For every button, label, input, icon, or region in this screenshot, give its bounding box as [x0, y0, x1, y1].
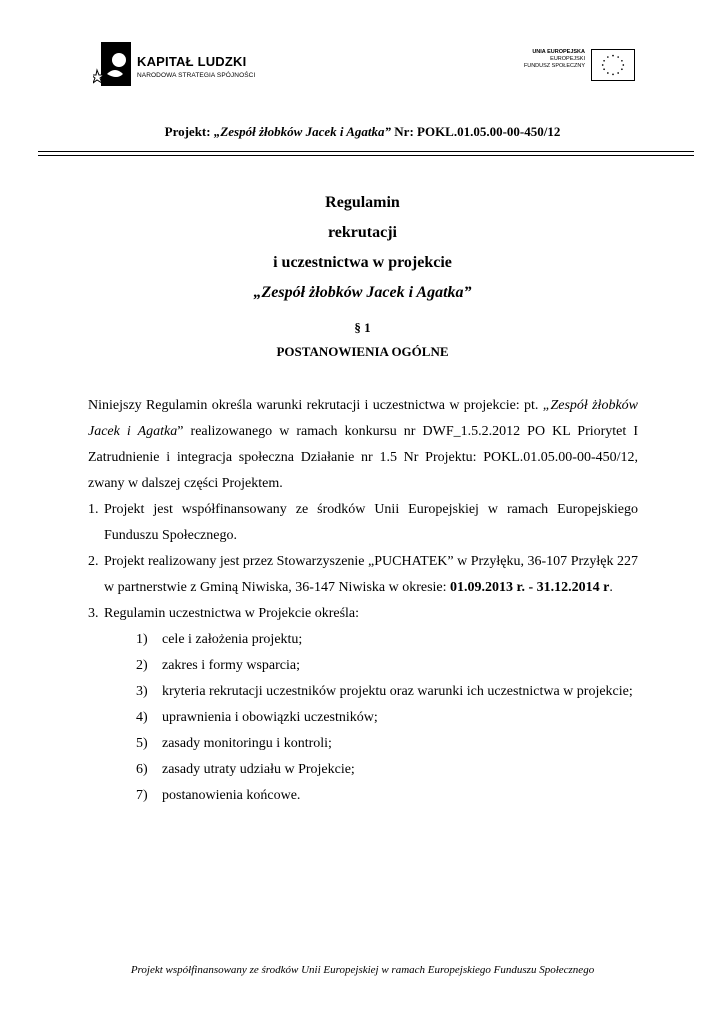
list-item-text: Projekt realizowany jest przez Stowarzyszenie „PUCHATEK” w Przyłęku, 36-107 Przyłęk 227 w partnerstwie z Gminą Niwiska, 36-147 Niwiska w okresie:	[104, 554, 638, 595]
title-line-3: i uczestnictwa w projekcie	[273, 254, 452, 271]
sub-item-number: 6)	[136, 762, 148, 777]
sub-item-text: kryteria rekrutacji uczestników projektu oraz warunki ich uczestnictwa w projekcie;	[162, 684, 633, 699]
kapital-ludzki-emblem-icon	[93, 40, 133, 90]
list-item	[88, 549, 638, 601]
intro-text-2: ” realizowanego w ramach konkursu nr DWF_1.5.2.2012 PO KL Priorytet I Zatrudnienie i integracja społeczna Działanie nr 1.5 Nr Projektu: POKL.01.05.00-00-450/12, zwany w dalszej części Projektem.	[88, 424, 639, 491]
title-line-2: rekrutacji	[327, 224, 397, 241]
section-sign: § 1	[354, 320, 371, 335]
project-period: 01.09.2013 r. - 31.12.2014 r	[450, 580, 610, 595]
header-rule-thin	[38, 155, 694, 156]
intro-paragraph	[88, 393, 638, 497]
project-line-name: „Zespół żłobków Jacek i Agatka”	[213, 124, 392, 139]
sub-item-number: 4)	[136, 710, 148, 725]
project-line-prefix: Projekt:	[164, 124, 214, 139]
sub-list-item	[104, 731, 638, 757]
sub-item-number: 7)	[136, 788, 148, 803]
eu-logo-line2: EUROPEJSKI	[550, 56, 585, 62]
section-heading: POSTANOWIENIA OGÓLNE	[276, 344, 449, 359]
sub-item-number: 5)	[136, 736, 148, 751]
list-item-end: .	[609, 580, 613, 595]
header-rule-thick	[38, 151, 694, 152]
sub-list-item	[104, 705, 638, 731]
kapital-ludzki-logo	[93, 40, 273, 92]
list-item-text: Projekt jest współfinansowany ze środków Unii Europejskiej w ramach Europejskiego Funduszu Społecznego.	[104, 502, 638, 543]
sub-item-number: 3)	[136, 684, 148, 699]
eu-flag-icon	[591, 49, 635, 81]
provisions-list	[88, 497, 638, 809]
intro-text-1: Niniejszy Regulamin określa warunki rekrutacji i uczestnictwa w projekcie: pt.	[88, 398, 543, 413]
title-line-4: „Zespół żłobków Jacek i Agatka”	[253, 284, 472, 301]
eu-logo-line3: FUNDUSZ SPOŁECZNY	[523, 63, 585, 69]
eu-logo	[505, 49, 635, 83]
list-item	[88, 497, 638, 549]
list-item	[88, 601, 638, 809]
sub-list-item	[104, 783, 638, 809]
sub-item-text: zasady utraty udziału w Projekcie;	[162, 762, 355, 777]
project-line-number: Nr: POKL.01.05.00-00-450/12	[391, 124, 561, 139]
sub-item-text: zasady monitoringu i kontroli;	[162, 736, 332, 751]
document-body	[88, 393, 638, 809]
sub-list-item	[104, 679, 638, 705]
sub-list-item	[104, 627, 638, 653]
eu-logo-line1: UNIA EUROPEJSKA	[532, 49, 585, 55]
kl-logo-title: KAPITAŁ LUDZKI	[137, 54, 247, 69]
project-line	[0, 124, 725, 140]
sub-item-text: cele i założenia projektu;	[162, 632, 303, 647]
kl-logo-subtitle: NARODOWA STRATEGIA SPÓJNOŚCI	[137, 72, 256, 79]
eu-logo-text	[524, 49, 585, 70]
sub-item-text: postanowienia końcowe.	[162, 788, 301, 803]
sub-item-text: zakres i formy wsparcia;	[162, 658, 300, 673]
page-header	[0, 0, 725, 110]
list-item-text: Regulamin uczestnictwa w Projekcie określa:	[104, 606, 360, 621]
title-line-1: Regulamin	[325, 194, 400, 211]
list-item-number: 2.	[88, 554, 99, 569]
page-footer: Projekt współfinansowany ze środków Unii Europejskiej w ramach Europejskiego Funduszu Społecznego	[130, 964, 595, 976]
list-item-number: 3.	[88, 606, 99, 621]
sub-item-number: 2)	[136, 658, 148, 673]
intro-project-name: „Zespół żłobków Jacek i Agatka	[88, 398, 639, 439]
sub-item-text: uprawnienia i obowiązki uczestników;	[162, 710, 378, 725]
document-title	[0, 188, 725, 308]
sub-list-item	[104, 757, 638, 783]
sub-list-item	[104, 653, 638, 679]
list-item-number: 1.	[88, 502, 99, 517]
regulation-scope-list	[104, 627, 638, 809]
sub-item-number: 1)	[136, 632, 148, 647]
